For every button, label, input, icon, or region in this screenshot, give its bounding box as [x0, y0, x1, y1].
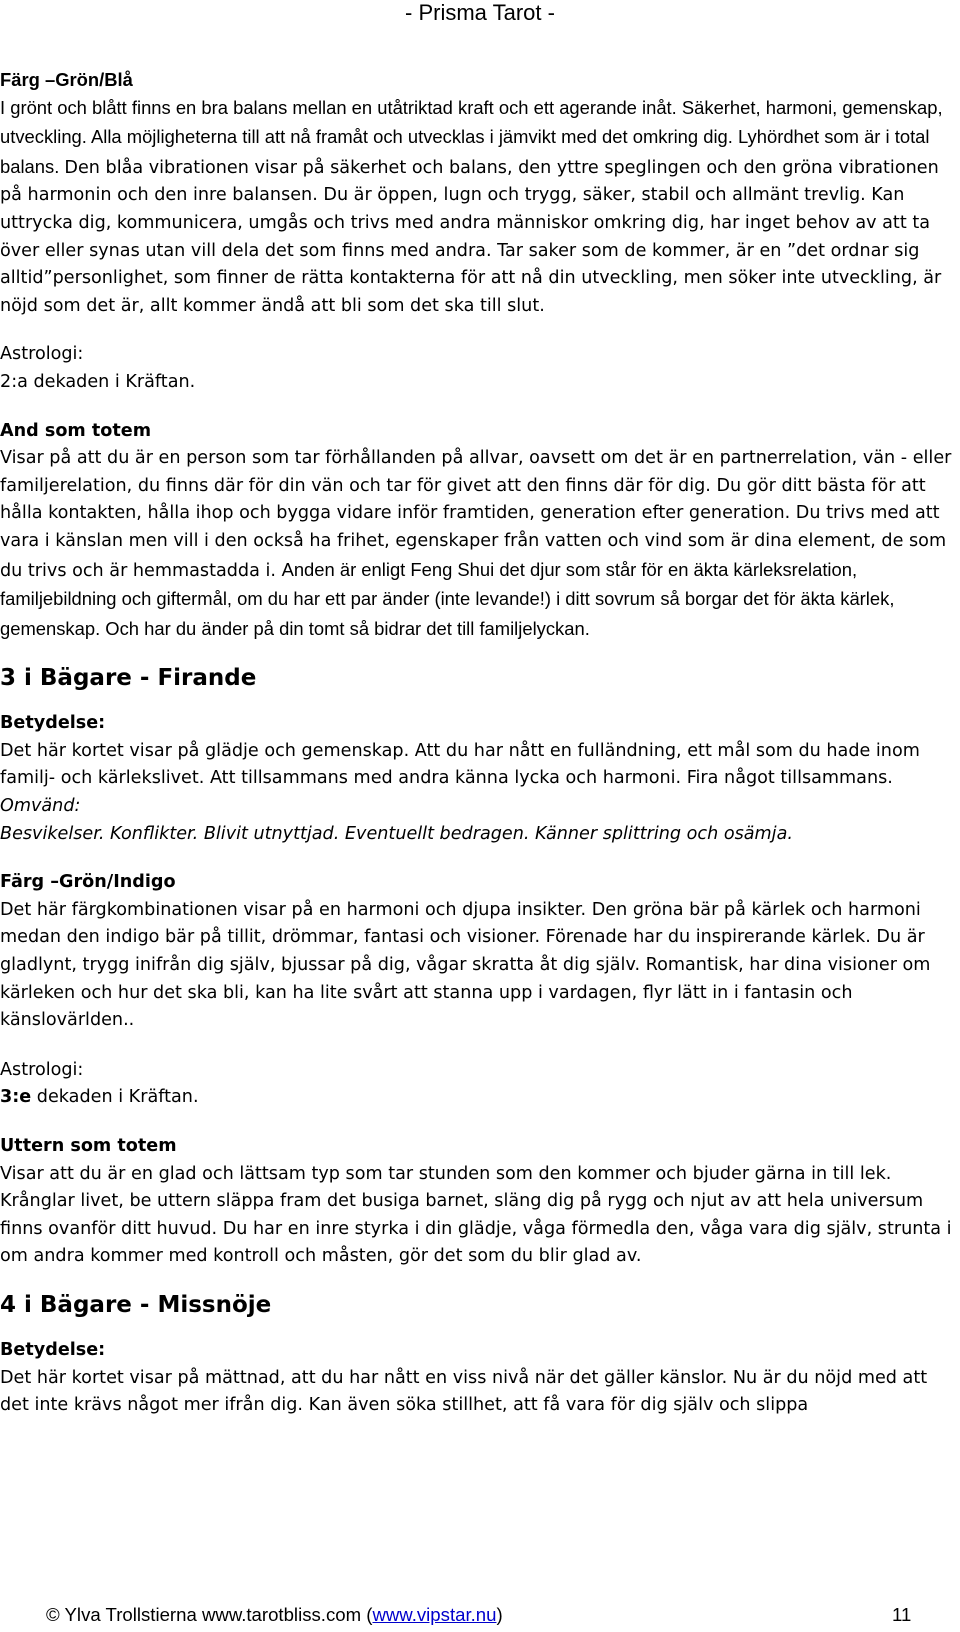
totem-text-part-b: Anden är enligt Feng Shui det djur som står för en äkta kärleksrelation, familjebildning och giftermål, om du har ett par änder (inte levande!) i ditt sovrum så borgar det för äkta kärlek, gemenskap. Och har du änder på din tomt så bidrar det till familjelyckan.: [0, 558, 895, 639]
meaning-label: Betydelse:: [0, 1339, 106, 1360]
astrology-sign: dekaden i Kräftan.: [31, 1087, 199, 1108]
meaning-label: Betydelse:: [0, 713, 106, 734]
totem-heading-duck: And som totem: [0, 420, 152, 441]
card-title-3-cups: 3 i Bägare - Firande: [0, 665, 257, 692]
color-heading-green-blue: Färg –Grön/Blå: [0, 69, 133, 90]
page-number: 11: [892, 1604, 912, 1625]
copyright-prefix: © Ylva Trollstierna www.tarotbliss.com (: [46, 1604, 373, 1625]
totem-paragraph-duck: [0, 445, 958, 644]
meaning-text: Det här kortet visar på mättnad, att du har nått en viss nivå när det gäller känslor. Nu är du nöjd med att det inte krävs något mer ifrån dig. Kan även söka stillhet, att få vara för dig själv och slippa: [0, 1367, 928, 1416]
card-title-4-cups: 4 i Bägare - Missnöje: [0, 1291, 272, 1318]
color-heading-green-indigo: Färg –Grön/Indigo: [0, 872, 176, 893]
color-text-part-a: I grönt och blått finns en bra balans mellan en utåtriktad kraft och ett agerande inåt. Säkerhet, harmoni, gemenskap, utveckling. Alla möjligheterna till att nå framåt och utvecklas i jämvikt med det omkring dig. Lyhördhet som är i total balans.: [0, 96, 943, 177]
totem-text-part-a: Visar på att du är en person som tar förhållanden på allvar, oavsett om det är en partnerrelation, vän - eller familjerelation, du finns där för din vän och tar för givet att den finns där för dig. Du gör ditt bästa för att hålla kontakten, hålla ihop och bygga vidare inför framtiden, generation efter generation. Du trivs med att vara i känslan men vill i den också ha frihet, egenskaper från vatten och vind som är dina element, de som du trivs och är hemmastadda i.: [0, 448, 952, 581]
color-text-part-b: Den blåa vibrationen visar på säkerhet och balans, den yttre speglingen och den gröna vibrationen på harmonin och den inre balansen. Du är öppen, lugn och trygg, säker, stabil och allmänt trevlig. Kan uttrycka dig, kommunicera, umgås och trivs med andra människor omkring dig, har inget behov av att ta över eller synas utan vill dela det som finns med andra. Tar saker som de kommer, är en ”det ordnar sig alltid”personlighet, som finner de rätta kontakterna för att nå din utveckling, men söker inte utveckling, är nöjd som det är, allt kommer ändå att bli som det ska till slut.: [0, 157, 942, 316]
meaning-text: Det här kortet visar på glädje och gemenskap. Att du har nått en fulländning, ett mål som du hade inom familj- och kärlekslivet. Att tillsammans med andra känna lycka och harmoni. Fira något tillsammans.: [0, 740, 920, 789]
header-title: - Prisma Tarot -: [405, 0, 555, 25]
document-body: [0, 66, 958, 1420]
totem-paragraph-otter: Visar att du är en glad och lättsam typ som tar stunden som den kommer och bjuder gärna in till lek. Krånglar livet, be uttern släppa fram det busiga barnet, släng dig på rygg och njut av att hela universum finns ovanför ditt huvud. Du har en inre styrka i din glädje, våga förmedla den, våga vara dig själv, strunta i om andra kommer med kontroll och måsten, gör det som du blir glad av.: [0, 1163, 952, 1267]
astrology-label: Astrologi:: [0, 1059, 84, 1080]
vipstar-link[interactable]: www.vipstar.nu: [372, 1604, 497, 1625]
copyright-suffix: ): [496, 1604, 503, 1625]
astrology-decan: 2:a: [0, 371, 28, 392]
astrology-line: [0, 1084, 958, 1112]
totem-heading-otter: Uttern som totem: [0, 1136, 177, 1156]
color-paragraph-green-indigo: Det här färgkombinationen visar på en harmoni och djupa insikter. Den gröna bär på kärlek och harmoni medan den indigo bär på tillit, drömmar, fantasi och visioner. Förenade har du inspirerande kärlek. Du är gladlynt, trygg inifrån dig själv, bjussar på dig, vågar skratta åt dig själv. Romantisk, har dina visioner om kärleken och hur det ska bli, kan ha lite svårt att stanna upp i vardagen, flyr lätt in i fantasin och känslovärlden..: [0, 899, 931, 1031]
page-header: [0, 0, 960, 36]
page-footer: [0, 1603, 960, 1629]
color-paragraph-green-blue: [0, 94, 958, 321]
footer-copyright: [46, 1603, 503, 1627]
reversed-text: Besvikelser. Konflikter. Blivit utnyttjad. Eventuellt bedragen. Känner splittring och osämja.: [0, 823, 793, 844]
astrology-line: [0, 369, 958, 397]
reversed-label: Omvänd:: [0, 796, 81, 817]
astrology-label: Astrologi:: [0, 344, 84, 365]
astrology-sign: dekaden i Kräftan.: [27, 371, 196, 392]
astrology-decan: 3:e: [0, 1087, 32, 1108]
